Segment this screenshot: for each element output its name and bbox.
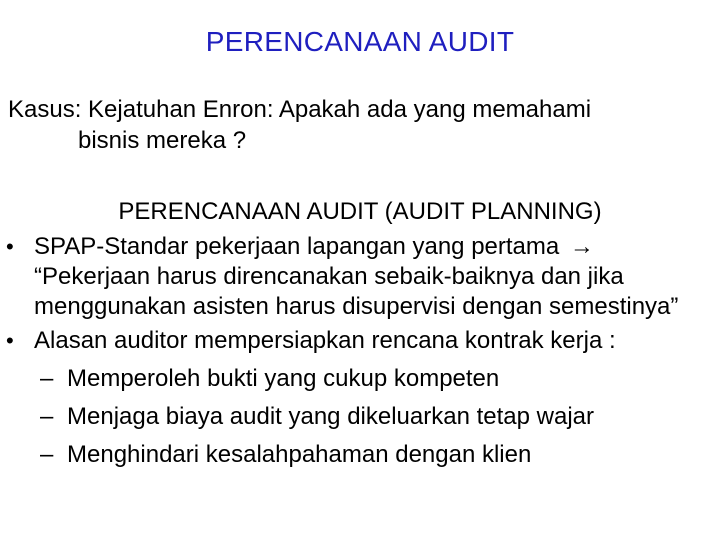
case-line-2: bisnis mereka ?	[78, 127, 247, 154]
sub-item	[0, 402, 720, 432]
bullet-icon: •	[6, 328, 14, 353]
section-heading: PERENCANAAN AUDIT (AUDIT PLANNING)	[118, 198, 602, 225]
sub-item-text: Menghindari kesalahpahaman dengan klien	[67, 441, 532, 468]
case-line-1: Kasus: Kejatuhan Enron: Apakah ada yang memahami	[8, 96, 592, 123]
bullet-item-alasan	[0, 326, 720, 356]
sub-item-text: Menjaga biaya audit yang dikeluarkan tetap wajar	[67, 403, 595, 430]
bullet-list	[0, 232, 720, 470]
arrow-right-icon: →	[569, 233, 594, 260]
sub-item	[0, 440, 720, 470]
dash-icon: –	[40, 441, 54, 468]
case-statement	[8, 94, 708, 156]
bullet-icon: •	[6, 234, 14, 259]
bullet-item-spap	[0, 232, 720, 322]
sub-item-text: Memperoleh bukti yang cukup kompeten	[67, 365, 500, 392]
bullet-text: Alasan auditor mempersiapkan rencana kontrak kerja :	[34, 327, 616, 354]
bullet-text: SPAP-Standar pekerjaan lapangan yang pertama	[34, 233, 560, 260]
slide-title: PERENCANAAN AUDIT	[205, 26, 515, 57]
dash-icon: –	[40, 365, 54, 392]
sub-item	[0, 364, 720, 394]
dash-icon: –	[40, 403, 54, 430]
standard-quote: “Pekerjaan harus direncanakan sebaik-baiknya dan jika menggunakan asisten harus disupervisi dengan semestinya”	[34, 263, 679, 320]
